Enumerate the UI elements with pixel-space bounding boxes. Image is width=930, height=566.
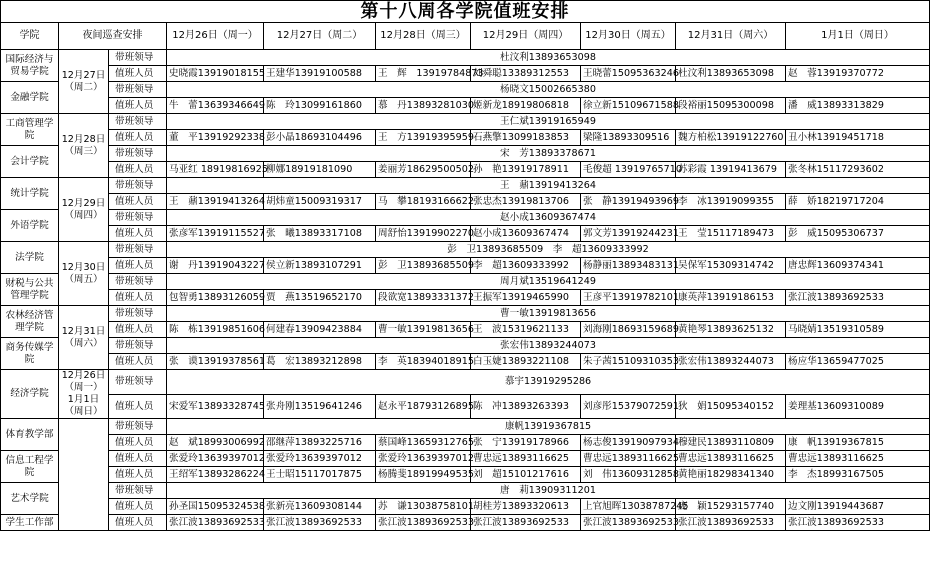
staff-row bbox=[1, 130, 930, 146]
staff-cell: 胡桂芳13893320613 bbox=[471, 499, 581, 515]
role-label: 值班人员 bbox=[109, 130, 167, 146]
patrol-date: 12月27日（周二） bbox=[59, 50, 109, 114]
staff-cell: 王振军13919465990 bbox=[471, 290, 581, 306]
staff-cell: 何建春13909423884 bbox=[264, 322, 376, 338]
patrol-date: 12月30日（周五） bbox=[59, 242, 109, 306]
staff-row bbox=[1, 194, 930, 210]
staff-cell: 蔡国峰13659312765 bbox=[376, 435, 471, 451]
staff-row bbox=[1, 226, 930, 242]
college-name: 农林经济管理学院 bbox=[1, 306, 59, 338]
staff-cell: 贾 燕13519652170 bbox=[264, 290, 376, 306]
college-name: 金融学院 bbox=[1, 82, 59, 114]
leader-row bbox=[1, 451, 930, 467]
leader-row bbox=[1, 338, 930, 354]
staff-cell: 谢 丹13919043227 bbox=[167, 258, 264, 274]
college-name: 经济学院 bbox=[1, 370, 59, 419]
staff-cell: 白玉婕13893221108 bbox=[471, 354, 581, 370]
staff-row bbox=[1, 394, 930, 419]
staff-cell: 梁隆13893309516 bbox=[581, 130, 676, 146]
duty-table bbox=[0, 22, 930, 531]
staff-cell: 吴保军15309314742 bbox=[676, 258, 786, 274]
leader-cell: 唐 莉13909311201 bbox=[167, 483, 930, 499]
staff-cell: 张江波13893692533 bbox=[786, 290, 930, 306]
staff-cell: 张江波13893692533 bbox=[376, 515, 471, 531]
staff-cell: 唐忠辉13609374341 bbox=[786, 258, 930, 274]
staff-cell: 苏彩霞 13919413679 bbox=[676, 162, 786, 178]
staff-cell: 张 谟13919378561 bbox=[167, 354, 264, 370]
staff-cell: 孙圣国15095324538 bbox=[167, 499, 264, 515]
role-label: 带班领导 bbox=[109, 338, 167, 354]
staff-cell: 柳娜18919181090 bbox=[264, 162, 376, 178]
leader-cell: 王仁斌13919165949 bbox=[167, 114, 930, 130]
staff-cell: 邵继萍13893225716 bbox=[264, 435, 376, 451]
college-name: 体育教学部 bbox=[1, 419, 59, 451]
staff-cell: 陈 冲13893263393 bbox=[471, 394, 581, 419]
leader-row bbox=[1, 242, 930, 258]
staff-cell: 姜丽芳18629500502 bbox=[376, 162, 471, 178]
staff-cell: 张彦军13919115527 bbox=[167, 226, 264, 242]
role-label: 值班人员 bbox=[109, 226, 167, 242]
role-label: 值班人员 bbox=[109, 354, 167, 370]
leader-row bbox=[1, 370, 930, 395]
staff-cell: 王 鼐13919413264 bbox=[167, 194, 264, 210]
staff-cell: 张 曦13893317108 bbox=[264, 226, 376, 242]
staff-row bbox=[1, 515, 930, 531]
patrol-date: 12月29日（周四） bbox=[59, 178, 109, 242]
staff-cell: 张江波13893692533 bbox=[167, 515, 264, 531]
staff-cell: 朱子茜15109310353 bbox=[581, 354, 676, 370]
staff-cell: 康 帆13919367815 bbox=[786, 435, 930, 451]
staff-row bbox=[1, 322, 930, 338]
leader-row bbox=[1, 146, 930, 162]
header-patrol: 夜间巡查安排 bbox=[59, 23, 167, 50]
header-day: 12月29日（周四） bbox=[471, 23, 581, 50]
role-label: 带班领导 bbox=[109, 419, 167, 435]
staff-cell: 姬新龙18919806818 bbox=[471, 98, 581, 114]
role-label: 带班领导 bbox=[109, 210, 167, 226]
staff-cell: 庞 颖15293157740 bbox=[676, 499, 786, 515]
staff-cell: 张江波13893692533 bbox=[676, 515, 786, 531]
staff-cell: 张冬林15117293602 bbox=[786, 162, 930, 178]
staff-row bbox=[1, 66, 930, 82]
staff-cell: 姜理基13609310089 bbox=[786, 394, 930, 419]
staff-cell: 石燕擎13099183853 bbox=[471, 130, 581, 146]
header-day: 12月28日（周三） bbox=[376, 23, 471, 50]
college-name: 财税与公共管理学院 bbox=[1, 274, 59, 306]
staff-cell: 王彦平13919782101 bbox=[581, 290, 676, 306]
header-row bbox=[1, 23, 930, 50]
staff-cell: 马晓婧13519310589 bbox=[786, 322, 930, 338]
college-name: 艺术学院 bbox=[1, 483, 59, 515]
staff-cell: 曹忠远13893116625 bbox=[676, 451, 786, 467]
leader-cell: 宋 芳13893378671 bbox=[167, 146, 930, 162]
header-day: 12月30日（周五） bbox=[581, 23, 676, 50]
leader-row bbox=[1, 419, 930, 435]
role-label: 带班领导 bbox=[109, 483, 167, 499]
staff-cell: 魏方柏松13919122760 bbox=[676, 130, 786, 146]
staff-cell: 赵小成13609367474 bbox=[471, 226, 581, 242]
staff-row bbox=[1, 162, 930, 178]
role-label: 带班领导 bbox=[109, 50, 167, 66]
staff-cell: 张爱玲13639397012 bbox=[264, 451, 376, 467]
staff-cell: 刘海刚18693159689 bbox=[581, 322, 676, 338]
staff-row bbox=[1, 354, 930, 370]
staff-cell: 刘彦彤15379072591 bbox=[581, 394, 676, 419]
staff-cell: 潘 威13893313829 bbox=[786, 98, 930, 114]
staff-cell: 李 杰18993167505 bbox=[786, 467, 930, 483]
staff-cell: 赵 斌18993006992 bbox=[167, 435, 264, 451]
role-label: 值班人员 bbox=[109, 194, 167, 210]
staff-cell: 张江波13893692533 bbox=[786, 515, 930, 531]
leader-row bbox=[1, 82, 930, 98]
staff-cell: 王 方13919395959 bbox=[376, 130, 471, 146]
header-day: 12月26日（周一） bbox=[167, 23, 264, 50]
staff-cell: 张忠杰13919813706 bbox=[471, 194, 581, 210]
staff-cell: 王建华13919100588 bbox=[264, 66, 376, 82]
role-label: 值班人员 bbox=[109, 322, 167, 338]
staff-row bbox=[1, 435, 930, 451]
staff-cell: 郭文芳13919244231 bbox=[581, 226, 676, 242]
role-label: 带班领导 bbox=[109, 242, 167, 258]
leader-cell: 周月斌13519641249 bbox=[167, 274, 930, 290]
staff-cell: 曹忠远13893116625 bbox=[471, 451, 581, 467]
header-day: 1月1日（周日） bbox=[786, 23, 930, 50]
role-label: 值班人员 bbox=[109, 499, 167, 515]
staff-row bbox=[1, 290, 930, 306]
staff-cell: 张江波13893692533 bbox=[471, 515, 581, 531]
leader-row bbox=[1, 50, 930, 66]
sheet-title: 第十八周各学院值班安排 bbox=[0, 0, 930, 22]
staff-cell: 丑小林13919451718 bbox=[786, 130, 930, 146]
staff-cell: 侯立新13893107291 bbox=[264, 258, 376, 274]
staff-cell: 刘舜聪13389312553 bbox=[471, 66, 581, 82]
staff-cell: 王绍军13893286224 bbox=[167, 467, 264, 483]
staff-cell: 张江波13893692533 bbox=[264, 515, 376, 531]
patrol-date bbox=[59, 419, 109, 531]
staff-cell: 张舟刚13519641246 bbox=[264, 394, 376, 419]
staff-cell: 李 英18394018915 bbox=[376, 354, 471, 370]
patrol-date: 12月31日（周六） bbox=[59, 306, 109, 370]
leader-cell: 杜汶利13893653098 bbox=[167, 50, 930, 66]
college-name: 工商管理学院 bbox=[1, 114, 59, 146]
staff-cell: 牛 蕾13639346649 bbox=[167, 98, 264, 114]
role-label: 值班人员 bbox=[109, 435, 167, 451]
leader-cell: 杨晓文15002665380 bbox=[167, 82, 930, 98]
staff-cell: 毛俊超 13919765710 bbox=[581, 162, 676, 178]
staff-cell: 李 超13609333992 bbox=[471, 258, 581, 274]
staff-cell: 王士昭15117017875 bbox=[264, 467, 376, 483]
staff-cell: 马 攀18193166622 bbox=[376, 194, 471, 210]
staff-cell: 黄艳丽18298341340 bbox=[676, 467, 786, 483]
staff-cell: 段裕丽15095300098 bbox=[676, 98, 786, 114]
staff-cell: 张爱玲13639397012 bbox=[376, 451, 471, 467]
staff-cell: 彭 卫13893685509 bbox=[376, 258, 471, 274]
staff-cell: 董 平13919292338 bbox=[167, 130, 264, 146]
college-name: 会计学院 bbox=[1, 146, 59, 178]
staff-row bbox=[1, 499, 930, 515]
staff-cell: 曹忠远13893116625 bbox=[581, 451, 676, 467]
leader-cell: 彭 卫13893685509 李 超13609333992 bbox=[167, 242, 930, 258]
staff-cell: 王 波15319621133 bbox=[471, 322, 581, 338]
patrol-date: 12月26日（周一） 1月1日（周日） bbox=[59, 370, 109, 419]
staff-cell: 上官旭晖13038787245 bbox=[581, 499, 676, 515]
staff-cell: 曹一敏13919813656 bbox=[376, 322, 471, 338]
staff-cell: 边文刚13919443687 bbox=[786, 499, 930, 515]
staff-row bbox=[1, 258, 930, 274]
staff-cell: 杨志俊13919097934 bbox=[581, 435, 676, 451]
header-day: 12月27日（周二） bbox=[264, 23, 376, 50]
staff-cell: 赵永平18793126895 bbox=[376, 394, 471, 419]
staff-cell: 杨静丽13893483131 bbox=[581, 258, 676, 274]
leader-cell: 慕宇13919295286 bbox=[167, 370, 930, 395]
staff-cell: 彭 威15095306737 bbox=[786, 226, 930, 242]
staff-row bbox=[1, 467, 930, 483]
role-label: 带班领导 bbox=[109, 114, 167, 130]
staff-cell: 史晓霞13919018155 bbox=[167, 66, 264, 82]
staff-cell: 张宏伟13893244073 bbox=[676, 354, 786, 370]
staff-cell: 曹忠远13893116625 bbox=[786, 451, 930, 467]
staff-cell: 刘 超15101217616 bbox=[471, 467, 581, 483]
staff-cell: 张 宁13919178966 bbox=[471, 435, 581, 451]
header-day: 12月31日（周六） bbox=[676, 23, 786, 50]
staff-cell: 陈 栋13919851606 bbox=[167, 322, 264, 338]
role-label: 值班人员 bbox=[109, 290, 167, 306]
staff-cell: 孙 艳13919178911 bbox=[471, 162, 581, 178]
staff-cell: 刘 伟13609312858 bbox=[581, 467, 676, 483]
staff-cell: 宋爱军13893328745 bbox=[167, 394, 264, 419]
staff-cell: 苏 谦13038758101 bbox=[376, 499, 471, 515]
staff-cell: 陈 玲13099161860 bbox=[264, 98, 376, 114]
college-name: 国际经济与贸易学院 bbox=[1, 50, 59, 82]
role-label: 带班领导 bbox=[109, 274, 167, 290]
role-label: 值班人员 bbox=[109, 98, 167, 114]
staff-cell: 王晓蕾15095363246 bbox=[581, 66, 676, 82]
header-college: 学院 bbox=[1, 23, 59, 50]
leader-cell: 张宏伟13893244073 bbox=[167, 338, 930, 354]
leader-row bbox=[1, 274, 930, 290]
leader-cell: 赵小成13609367474 bbox=[167, 210, 930, 226]
staff-cell: 穆建民13893110809 bbox=[676, 435, 786, 451]
staff-cell: 康英萍13919186153 bbox=[676, 290, 786, 306]
staff-cell: 狄 娟15095340152 bbox=[676, 394, 786, 419]
role-label: 值班人员 bbox=[109, 467, 167, 483]
role-label: 带班领导 bbox=[109, 146, 167, 162]
role-label: 带班领导 bbox=[109, 306, 167, 322]
leader-row bbox=[1, 483, 930, 499]
role-label: 带班领导 bbox=[109, 370, 167, 395]
staff-cell: 张江波13893692533 bbox=[581, 515, 676, 531]
patrol-date: 12月28日（周三） bbox=[59, 114, 109, 178]
role-label: 值班人员 bbox=[109, 394, 167, 419]
staff-cell: 马亚红 18919816925 bbox=[167, 162, 264, 178]
leader-row bbox=[1, 306, 930, 322]
staff-cell: 葛 宏13893212898 bbox=[264, 354, 376, 370]
college-name: 法学院 bbox=[1, 242, 59, 274]
staff-cell: 赵 蓉13919370772 bbox=[786, 66, 930, 82]
college-name: 学生工作部 bbox=[1, 515, 59, 531]
staff-cell: 王 辉 13919784873 bbox=[376, 66, 471, 82]
role-label: 带班领导 bbox=[109, 82, 167, 98]
staff-cell: 张 静13919493969 bbox=[581, 194, 676, 210]
role-label: 值班人员 bbox=[109, 258, 167, 274]
staff-cell: 包智勇13893126059 bbox=[167, 290, 264, 306]
role-label: 带班领导 bbox=[109, 178, 167, 194]
staff-cell: 黄艳琴13893625132 bbox=[676, 322, 786, 338]
staff-cell: 慕 丹13893281030 bbox=[376, 98, 471, 114]
leader-row bbox=[1, 178, 930, 194]
staff-cell: 周舒怡13919902270 bbox=[376, 226, 471, 242]
college-name: 信息工程学院 bbox=[1, 451, 59, 483]
leader-cell: 曹一敏13919813656 bbox=[167, 306, 930, 322]
staff-cell: 徐立新15109671588 bbox=[581, 98, 676, 114]
leader-cell: 王 鼐13919413264 bbox=[167, 178, 930, 194]
college-name: 统计学院 bbox=[1, 178, 59, 210]
role-label: 值班人员 bbox=[109, 162, 167, 178]
role-label: 值班人员 bbox=[109, 451, 167, 467]
staff-cell: 李 冰13919099355 bbox=[676, 194, 786, 210]
leader-row bbox=[1, 114, 930, 130]
staff-cell: 段欲宽13893331372 bbox=[376, 290, 471, 306]
staff-cell: 张新亮13609308144 bbox=[264, 499, 376, 515]
leader-row bbox=[1, 210, 930, 226]
staff-row bbox=[1, 98, 930, 114]
leader-cell: 康帆13919367815 bbox=[167, 419, 930, 435]
staff-cell: 彭小晶18693104496 bbox=[264, 130, 376, 146]
college-name: 外语学院 bbox=[1, 210, 59, 242]
staff-cell: 杨应华13659477025 bbox=[786, 354, 930, 370]
role-label: 值班人员 bbox=[109, 66, 167, 82]
staff-cell: 薛 娇18219717204 bbox=[786, 194, 930, 210]
college-name: 商务传媒学院 bbox=[1, 338, 59, 370]
staff-cell: 张爱玲13639397012 bbox=[167, 451, 264, 467]
staff-cell: 王 莹15117189473 bbox=[676, 226, 786, 242]
staff-cell: 胡炜童15009319317 bbox=[264, 194, 376, 210]
staff-cell: 杨腾斐18919949535 bbox=[376, 467, 471, 483]
role-label: 值班人员 bbox=[109, 515, 167, 531]
staff-cell: 杜汶利13893653098 bbox=[676, 66, 786, 82]
